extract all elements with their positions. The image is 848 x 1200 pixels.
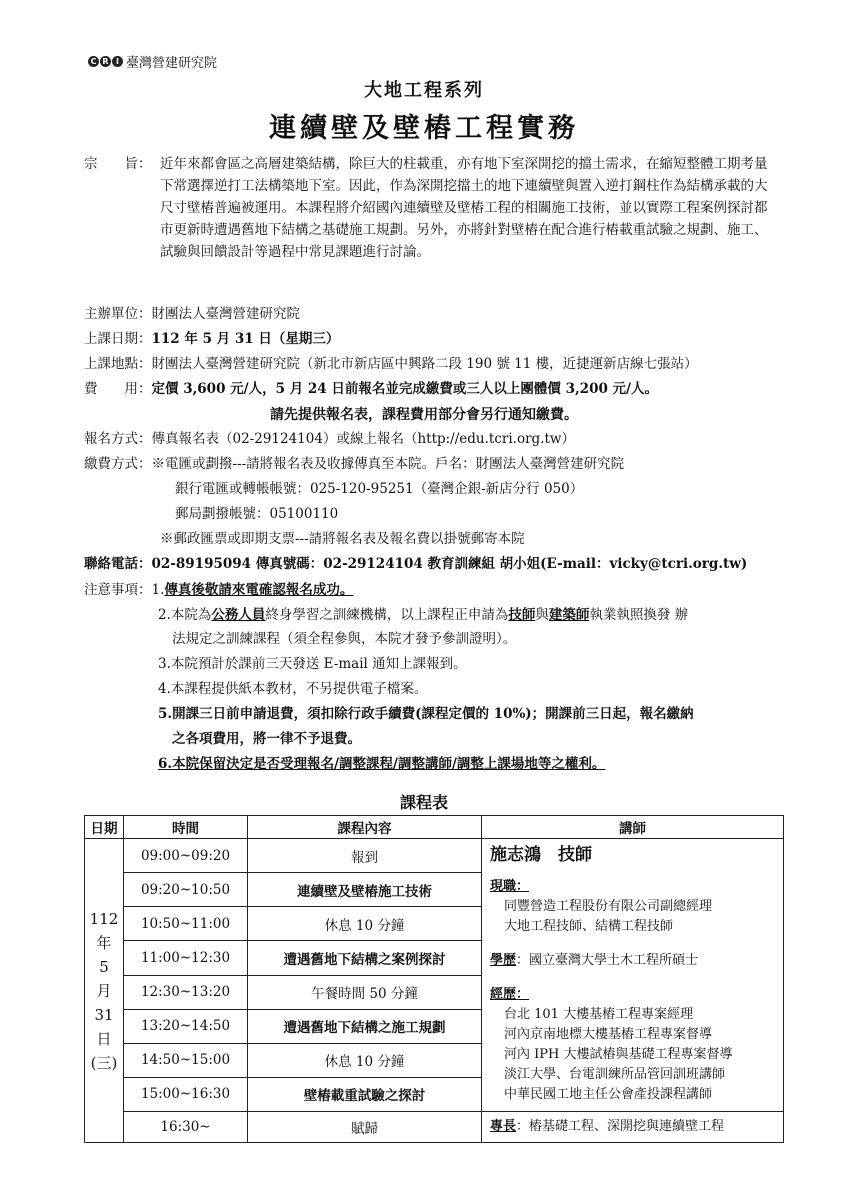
organizer-row — [84, 303, 300, 325]
job-label: 現職： — [490, 879, 530, 894]
edu-row — [490, 951, 775, 971]
edu-value: ：國立臺灣大學土木工程所碩士 — [516, 953, 699, 968]
content-cell: 休息 10 分鐘 — [248, 907, 482, 941]
register-label: 報名方式： — [84, 431, 152, 447]
note-6: 6.本院保留決定是否受理報名/調整課程/調整講師/調整上課場地等之權利。 — [158, 756, 606, 772]
header-time: 時間 — [124, 816, 248, 839]
exp-line: 河內京南地標大樓基樁工程專案督導 — [504, 1027, 713, 1042]
payment-row — [84, 453, 624, 475]
content-cell: 遭遇舊地下結構之施工規劃 — [248, 1009, 482, 1043]
job-line: 同豐營造工程股份有限公司副總經理 — [504, 899, 713, 914]
time-cell: 12:30~13:20 — [124, 975, 248, 1009]
note-4: 4.本課程提供紙本教材，不另提供電子檔案。 — [158, 681, 428, 697]
note-2-highlight: 建築師 — [548, 607, 590, 623]
exp-line: 淡江大學、台電訓練所品管回訓班講師 — [504, 1067, 726, 1082]
time-cell: 15:00~16:30 — [124, 1077, 248, 1111]
logo-letter: I — [112, 56, 123, 67]
spec-value: ：樁基礎工程、深開挖與連續壁工程 — [516, 1119, 725, 1134]
payment-line-4: ※郵政匯票或即期支票---請將報名表及報名費以掛號郵寄本院 — [160, 531, 525, 547]
table-row — [85, 1112, 784, 1143]
date-char: 日 — [96, 1029, 112, 1048]
cri-logo-icon — [88, 56, 123, 67]
content-cell: 遭遇舊地下結構之案例探討 — [248, 941, 482, 975]
exp-line: 台北 101 大樓基樁工程專案經理 — [504, 1007, 694, 1022]
time-cell: 14:50~15:00 — [124, 1043, 248, 1077]
schedule-header-row — [85, 816, 784, 839]
content-cell: 休息 10 分鐘 — [248, 1043, 482, 1077]
note-2-part: 2.本院為 — [158, 607, 212, 623]
time-cell: 16:30~ — [124, 1112, 248, 1143]
header-instructor: 講師 — [482, 816, 784, 839]
series-title: 大地工程系列 — [364, 80, 484, 101]
time-cell: 09:20~10:50 — [124, 873, 248, 907]
note-2-part: 執業執照換發 辦 — [589, 607, 689, 623]
organizer-label: 主辦單位： — [84, 306, 152, 322]
notes-row-1 — [84, 579, 353, 601]
purpose-text: 近年來都會區之高層建築結構，除巨大的柱載重，亦有地下室深開挖的擋土需求，在縮短整體工期考量下常選擇逆打工法構築地下室。因此，作為深開挖擋土的地下連續壁與置入逆打鋼柱作為結構承載的大尺寸壁樁普遍被運用。本課程將介紹國內連續壁及壁樁工程的相關施工技術，並以實際工程案例探討都市更新時遭遇舊地下結構之基礎施工規劃。另外，亦將針對壁樁在配合進行樁載重試驗之規劃、施工、試驗與回饋設計等過程中常見課題進行討論。 — [160, 156, 768, 260]
register-row — [84, 428, 575, 450]
date-cell — [85, 839, 124, 1143]
instructor-name: 施志鴻 技師 — [490, 845, 592, 865]
organizer-value: 財團法人臺灣營建研究院 — [151, 306, 300, 322]
note-3: 3.本院預計於課前三天發送 E-mail 通知上課報到。 — [158, 656, 467, 672]
exp-label: 經歷： — [490, 987, 530, 1002]
note-2-highlight: 技師 — [508, 607, 536, 623]
notes-label: 注意事項： — [84, 582, 152, 598]
date-char: 月 — [96, 981, 112, 1000]
content-cell: 壁樁載重試驗之探討 — [248, 1077, 482, 1111]
note-1: 傳真後敬請來電確認報名成功。 — [164, 582, 354, 598]
spec-label: 專長 — [490, 1119, 517, 1134]
date-char: (三) — [90, 1053, 118, 1072]
note-5-line-2: 之各項費用，將一律不予退費。 — [172, 731, 361, 747]
date-row — [84, 328, 339, 350]
time-cell: 11:00~12:30 — [124, 941, 248, 975]
note-2-part: 終身學習之訓練機構，以上課程正申請為 — [265, 607, 509, 623]
header-content: 課程內容 — [248, 816, 482, 839]
logo-letter: R — [100, 56, 111, 67]
date-char: 112 — [89, 909, 119, 928]
instructor-cell — [482, 839, 784, 1112]
job-line: 大地工程技師、結構工程技師 — [504, 919, 674, 934]
note-5: 5.開課三日前申請退費，須扣除行政手續費(課程定價的 10%)；開課前三日起，報名繳納 — [158, 706, 694, 722]
content-cell: 賦歸 — [248, 1112, 482, 1143]
date-char: 31 — [94, 1005, 114, 1024]
note-2-part: 與 — [535, 607, 549, 623]
venue-label: 上課地點： — [84, 356, 152, 372]
org-name: 臺灣營建研究院 — [126, 56, 218, 71]
content-cell: 報到 — [248, 839, 482, 873]
note-2-highlight: 公務人員 — [211, 607, 266, 623]
exp-line: 中華民國工地主任公會產投課程講師 — [504, 1087, 713, 1102]
content-cell: 連續壁及壁樁施工技術 — [248, 873, 482, 907]
content-cell: 午餐時間 50 分鐘 — [248, 975, 482, 1009]
venue-row — [84, 353, 698, 375]
purpose-label: 宗 旨： — [84, 156, 152, 172]
schedule-table — [84, 815, 784, 1143]
payment-line-1: ※電匯或劃撥---請將報名表及收據傳真至本院。戶名：財團法人臺灣營建研究院 — [151, 456, 625, 472]
venue-value: 財團法人臺灣營建研究院（新北市新店區中興路二段 190 號 11 樓，近捷運新店線七張站） — [151, 356, 698, 372]
schedule-caption: 課程表 — [399, 793, 448, 812]
note-2-line-2: 法規定之訓練課程（須全程參與，本院才發予參訓證明）。 — [172, 631, 517, 647]
date-char: 5 — [99, 957, 109, 976]
contact-line: 聯絡電話：02-89195094 傳真號碼：02-29124104 教育訓練組 胡小姐(E-mail：vicky@tcri.org.tw) — [84, 556, 748, 572]
date-label: 上課日期： — [84, 331, 152, 347]
page-title: 連續壁及壁樁工程實務 — [269, 113, 579, 144]
edu-label: 學歷 — [490, 953, 517, 968]
payment-label: 繳費方式： — [84, 456, 152, 472]
note-2 — [158, 604, 688, 626]
date-char: 年 — [96, 933, 112, 952]
date-value: 112 年 5 月 31 日（星期三） — [151, 331, 340, 347]
fee-label: 費 用： — [84, 381, 152, 397]
specialty-cell — [482, 1112, 784, 1143]
register-value: 傳真報名表（02-29124104）或線上報名（http://edu.tcri.org.tw） — [151, 431, 575, 447]
table-row — [85, 839, 784, 873]
fee-row — [84, 378, 658, 400]
time-cell: 13:20~14:50 — [124, 1009, 248, 1043]
fee-value: 定價 3,600 元/人，5 月 24 日前報名並完成繳費或三人以上團體價 3,200 元/人。 — [151, 381, 658, 397]
time-cell: 09:00~09:20 — [124, 839, 248, 873]
org-logo — [88, 52, 217, 71]
exp-line: 河內 IPH 大樓試樁與基礎工程專案督導 — [504, 1047, 733, 1062]
note-1-number: 1. — [151, 582, 165, 598]
payment-line-3: 郵局劃撥帳號：05100110 — [175, 506, 339, 522]
time-cell: 10:50~11:00 — [124, 907, 248, 941]
fee-notice: 請先提供報名表，課程費用部分會另行通知繳費。 — [270, 407, 578, 423]
header-date: 日期 — [85, 816, 124, 839]
payment-line-2: 銀行電匯或轉帳帳號：025-120-95251（臺灣企銀-新店分行 050） — [175, 481, 584, 497]
logo-letter: C — [88, 56, 99, 67]
